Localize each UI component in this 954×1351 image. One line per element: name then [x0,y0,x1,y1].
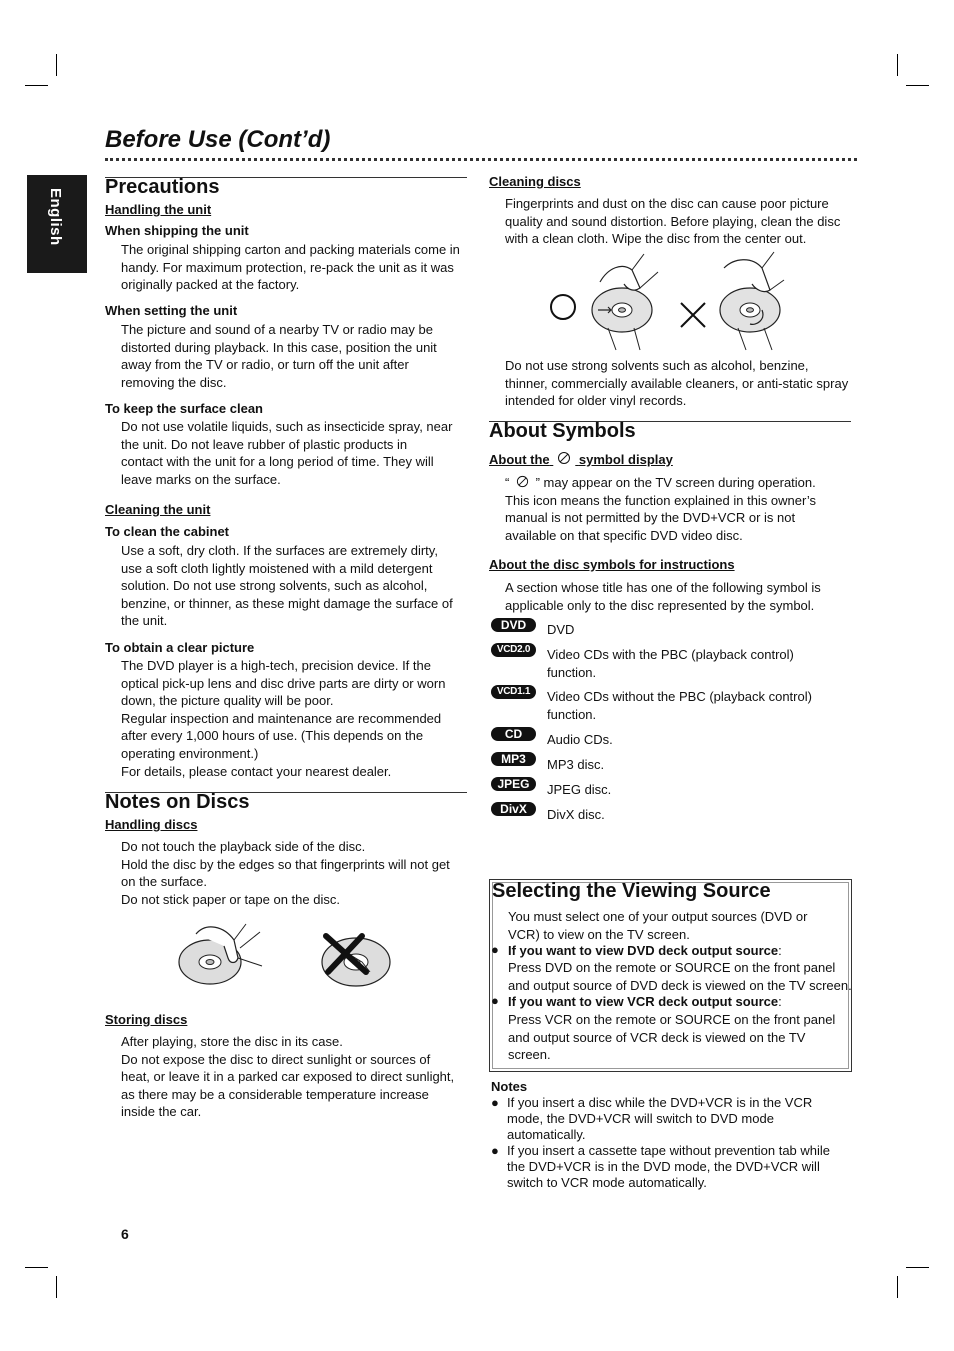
viewing-source-intro [508,908,807,943]
text-line: available on that specific DVD video disc. [505,527,743,543]
crop-mark [56,54,57,76]
bullet-icon: ● [491,942,499,957]
text-line: Do not stick paper or tape on the disc. [121,891,340,907]
badge-dvd: DVD [491,618,536,632]
setting-text [121,321,437,391]
dvd-source-title [508,942,782,960]
note-item [507,1143,830,1191]
text-line: You must select one of your output sources (DVD or [508,909,808,924]
text-line: as there may be a considerable temperature increase [121,1086,429,1102]
text-line: handy. For maximum protection, re-pack the unit as it was [121,259,454,275]
crop-mark [897,54,898,76]
text-line: Do not use volatile liquids, such as insecticide spray, near [121,419,453,434]
crop-mark [25,85,48,86]
setting-title: When setting the unit [105,303,238,318]
text-line: automatically. [507,1127,586,1142]
text-line: Fingerprints and dust on the disc can cause poor picture [505,196,829,211]
crop-mark [906,1267,929,1268]
cabinet-title: To clean the cabinet [105,524,230,539]
heading-part: About the [489,452,550,467]
disc-hold-illustration [176,918,266,988]
text-line: Do not use strong solvents such as alcohol, benzine, [505,358,809,373]
text-line: switch to VCR mode automatically. [507,1175,707,1190]
text-line: The DVD player is a high-tech, precision device. If the [121,658,431,673]
text-line: away from the TV or radio, or turn off the unit after [121,357,409,373]
language-tab-label: English [47,188,64,246]
badge-divx: DivX [491,802,536,816]
text-line: originally packed at the factory. [121,277,300,293]
language-tab [27,175,87,273]
text-line: Regular inspection and maintenance are recommended [121,710,442,726]
text-line: VCR) to view on the TV screen. [508,926,690,942]
text-line: operating environment.) [121,745,259,761]
text-line: applicable only to the disc represented by the symbol. [505,597,815,613]
text-line: Do not expose the disc to direct sunlight or sources of [121,1051,431,1067]
text-line: inside the car. [121,1104,202,1120]
cabinet-text [121,542,453,630]
dvd-source-text [508,959,852,994]
text-line: solution. Do not use strong solvents, such as alcohol, [121,578,428,594]
text-line: Press DVD on the remote or SOURCE on the front panel [508,960,836,975]
crop-mark [906,85,929,86]
text-line: optical pick-up lens and disc drive parts are dirty or worn [121,675,446,691]
text-line: the unit. [121,613,168,629]
text-line: Press VCR on the remote or SOURCE on the front panel [508,1012,836,1027]
disc-wipe-center-out-illustration [588,252,660,352]
disc-symbols-text [505,579,821,614]
text-line: use a soft cloth lightly moistened with a mild detergent [121,560,433,576]
text-line: If you insert a cassette tape without prevention tab while [507,1143,831,1158]
bullet-icon: ● [491,1143,499,1158]
prohibited-symbol-icon [516,475,529,488]
text-line: leave marks on the surface. [121,471,281,487]
handling-unit-heading: Handling the unit [105,202,212,217]
text-line: down, the picture quality will be poor. [121,693,334,709]
surface-text [121,418,452,488]
shipping-title: When shipping the unit [105,223,249,238]
cleaning-discs-heading: Cleaning discs [489,174,581,189]
disc-wipe-circular-illustration [716,250,786,352]
text-line: thinner, commercially available cleaners, or anti-static spray [505,375,849,391]
correct-circle-icon [548,292,578,322]
text-line: with a clean cloth. Wipe the disc from the center out. [505,231,807,247]
text-line: contact with the unit for a long period of time. They will [121,454,434,470]
text-line: The picture and sound of a nearby TV or radio may be [121,322,433,337]
text-line: Use a soft, dry cloth. If the surfaces are extremely dirty, [121,543,438,558]
viewing-source-heading: Selecting the Viewing Source [492,880,771,902]
badge-vcd11-desc [547,688,812,723]
precautions-heading: Precautions [105,176,220,198]
storing-discs-heading: Storing discs [105,1012,188,1027]
text-line: the DVD+VCR is in the DVD mode, the DVD+VCR will [507,1159,820,1174]
notes-discs-heading: Notes on Discs [105,791,250,813]
quote-open: “ [505,475,510,490]
text-line: Video CDs without the PBC (playback control) [547,689,812,704]
disc-symbols-heading: About the disc symbols for instructions [489,557,735,572]
badge-vcd20: VCD2.0 [491,643,536,657]
text-line: and output source of DVD deck is viewed on the TV screen. [508,977,852,993]
surface-title: To keep the surface clean [105,401,263,416]
colon: : [778,994,782,1009]
text-line: A section whose title has one of the following symbol is [505,580,821,595]
dvd-source-bold: If you want to view DVD deck output source [508,943,779,958]
text-line: If you insert a disc while the DVD+VCR is in the VCR [507,1095,813,1110]
text-line: intended for older vinyl records. [505,393,687,409]
text-line: after every 1,000 hours of use. (This depends on the [121,728,424,744]
vcr-source-bold: If you want to view VCR deck output source [508,994,779,1009]
symbol-display-text [505,474,816,544]
text-line: manual is not permitted by the DVD+VCR or is not [505,510,796,526]
bullet-icon: ● [491,993,499,1008]
text-line: heat, or leave it in a parked car exposed to direct sunlight, [121,1069,455,1085]
prohibited-symbol-icon [557,451,571,465]
storing-discs-text [121,1033,454,1121]
text-line: benzine, or thinner, as these might damage the surface of [121,595,453,611]
text-line: quality and sound distortion. Before playing, clean the disc [505,213,841,229]
crop-mark [25,1267,48,1268]
text-line: and output source of VCR deck is viewed on the TV [508,1029,806,1045]
text-line: After playing, store the disc in its case. [121,1034,343,1049]
text-line: For details, please contact your nearest dealer. [121,763,392,779]
badge-jpeg-desc: JPEG disc. [547,782,612,797]
bullet-icon: ● [491,1095,499,1110]
shipping-text [121,241,460,294]
badge-cd: CD [491,727,536,741]
crop-mark [897,1276,898,1298]
badge-mp3-desc: MP3 disc. [547,757,605,772]
vcr-source-title [508,993,782,1011]
page-number: 6 [121,1226,129,1242]
text-line: function. [547,706,597,722]
text-line: distorted during playback. In this case, position the unit [121,339,437,355]
page-title: Before Use (Cont’d) [105,126,331,153]
about-symbols-heading: About Symbols [489,420,636,442]
text-line: Hold the disc by the edges so that fingerprints will not get [121,856,450,872]
heading-part: symbol display [578,452,673,467]
colon: : [778,943,782,958]
crop-mark [56,1276,57,1298]
picture-title: To obtain a clear picture [105,640,255,655]
title-dotted-rule [105,158,857,161]
text-line: screen. [508,1047,551,1063]
text-line: removing the disc. [121,374,227,390]
handling-discs-text [121,838,450,908]
badge-jpeg: JPEG [491,777,536,791]
cleaning-discs-text [505,195,840,248]
wrong-cross-icon [678,300,708,330]
note-item [507,1095,812,1143]
badge-mp3: MP3 [491,752,536,766]
text-line: Do not touch the playback side of the disc. [121,839,366,854]
badge-vcd11: VCD1.1 [491,685,536,699]
disc-donot-illustration [318,932,394,988]
badge-vcd20-desc [547,646,794,681]
text-line: the unit. Do not leave rubber of plastic products in [121,436,408,452]
badge-divx-desc: DivX disc. [547,807,605,822]
text-line: This icon means the function explained in this owner’s [505,492,816,508]
picture-text [121,657,445,780]
text-line: function. [547,664,597,680]
handling-discs-heading: Handling discs [105,817,198,832]
text-line: on the surface. [121,874,207,890]
badge-dvd-desc: DVD [547,622,575,637]
notes-heading: Notes [491,1079,528,1094]
text-line [505,474,816,492]
text-line: The original shipping carton and packing materials come in [121,242,460,257]
text-line: Video CDs with the PBC (playback control) [547,647,794,662]
vcr-source-text [508,1011,835,1064]
cleaning-unit-heading: Cleaning the unit [105,502,211,517]
symbol-display-heading [489,451,673,467]
badge-cd-desc: Audio CDs. [547,732,613,747]
cleaning-solvents-text [505,357,848,410]
text-line: mode, the DVD+VCR will switch to DVD mode [507,1111,774,1126]
quote-close: ” may appear on the TV screen during operation. [535,475,816,490]
